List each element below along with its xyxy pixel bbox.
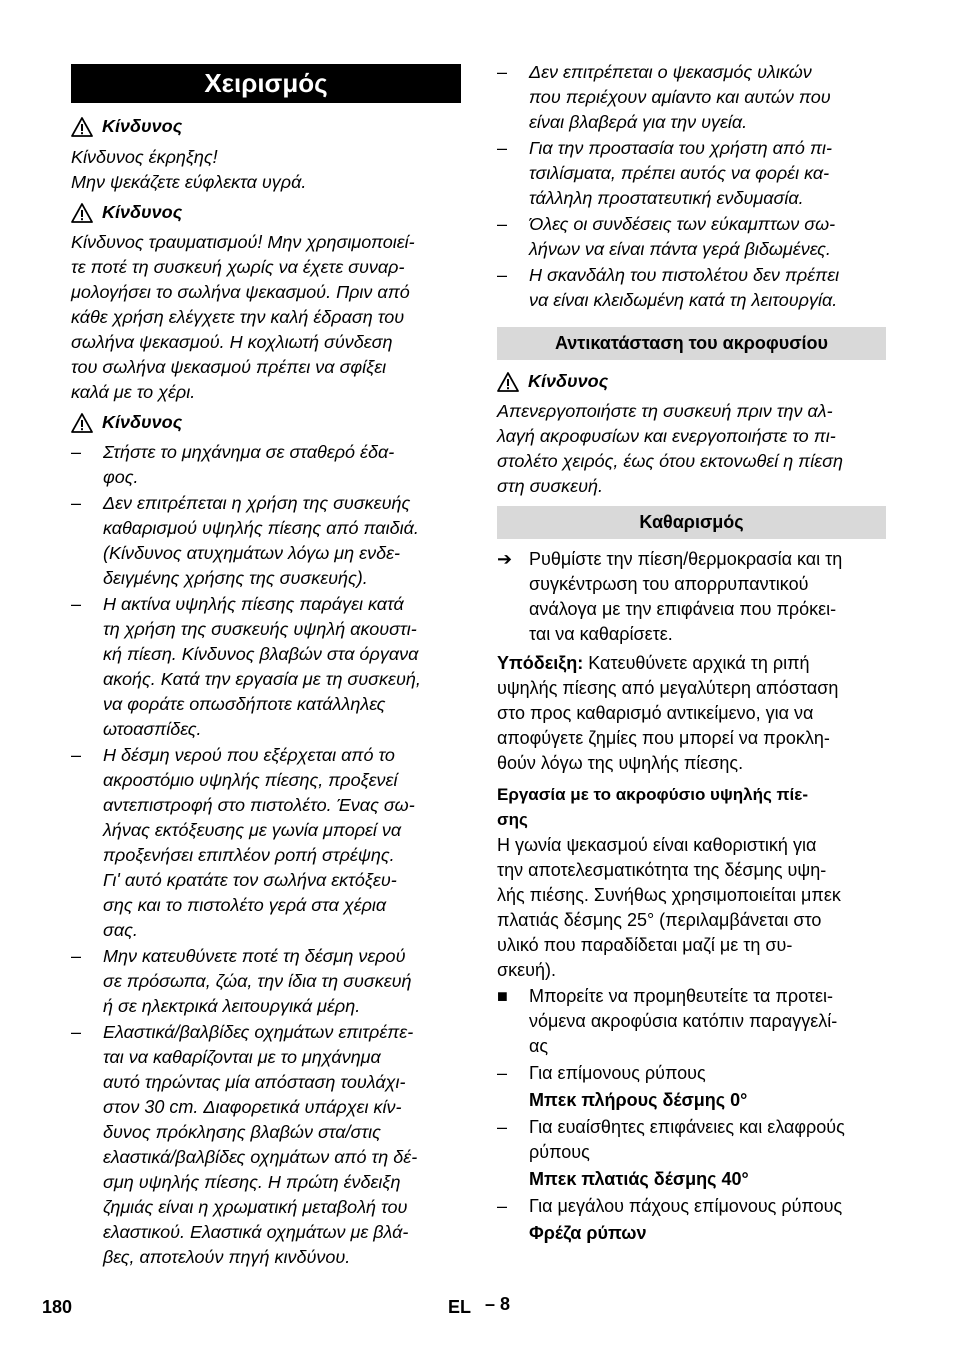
list-item: – Ελαστικά/βαλβίδες οχημάτων επιτρέπε- ται να καθαρίζονται με το μηχάνημα αυτό τηρώντας μία απόσταση τουλάχι- στον 30 cm. Διαφορετικά υπάρχει κίν- δυνος πρόκλησης βλαβών στα/στις ελαστικά/βαλβίδες οχημάτων από τη δέ- σμη υψηλής πίεσης. Η πρώτη ένδειξη ζημιάς είναι η χρωματική μεταβολή του ελαστικού. Ελαστικά οχημάτων με βλά- βες, αποτελούν πηγή κινδύνου.	[71, 1020, 461, 1270]
danger-heading	[497, 369, 886, 394]
warning-triangle-icon	[71, 117, 93, 137]
dash-marker: –	[71, 594, 82, 614]
danger-label: Κίνδυνος	[102, 202, 183, 222]
dash-marker: –	[497, 1117, 508, 1137]
danger-label: Κίνδυνος	[102, 116, 183, 136]
danger-text: Μην ψεκάζετε εύφλεκτα υγρά.	[71, 172, 307, 192]
subsection-title: Αντικατάσταση του ακροφυσίου	[497, 327, 886, 360]
danger-label: Κίνδυνος	[528, 371, 609, 391]
danger-text: Απενεργοποιήστε τη συσκευή πριν την αλ- λαγή ακροφυσίων και ενεργοποιήστε το πι- στολέτο χειρός, έως ότου εκτονωθεί η πίεση στη συσκευή.	[497, 401, 843, 496]
note-text: Κατευθύνετε αρχικά τη ριπή υψηλής πίεσης από μεγαλύτερη απόσταση στο προς καθαρισμό αντικείμενο, για να αποφύγετε ζημίες που μπορεί να προκλη- θούν λόγω της υψηλής πίεσης.	[497, 653, 839, 773]
nozzle-item	[497, 1115, 886, 1192]
dash-marker: –	[497, 265, 508, 285]
left-column	[71, 60, 461, 1270]
list-item: – Μην κατευθύνετε ποτέ τη δέσμη νερού σε πρόσωπα, ζώα, την ίδια τη συσκευή ή σε ηλεκτρικά λειτουργικά μέρη.	[71, 944, 461, 1019]
dash-marker: –	[497, 1063, 508, 1083]
danger-heading	[71, 200, 461, 225]
list-item: – Όλες οι συνδέσεις των εύκαμπτων σω- λήνων να είναι πάντα γερά βιδωμένες.	[497, 212, 886, 262]
warning-triangle-icon	[71, 203, 93, 223]
dash-marker: –	[71, 493, 82, 513]
dash-marker: –	[71, 946, 82, 966]
danger-text: Κίνδυνος έκρηξης!	[71, 147, 218, 167]
note-paragraph	[497, 651, 886, 776]
dash-marker: –	[497, 1196, 508, 1216]
warning-triangle-icon	[71, 413, 93, 433]
list-item: – Για την προστασία του χρήστη από πι- τσιλίσματα, πρέπει αυτός να φορέι κα- τάλληλη προστατευτική ενδυμασία.	[497, 136, 886, 211]
dash-marker: –	[497, 214, 508, 234]
subsection-heading: Εργασία με το ακροφύσιο υψηλής πίε- σης	[497, 785, 809, 829]
body-paragraph: Η γωνία ψεκασμού είναι καθοριστική για την αποτελεσματικότητα της δέσμης υψη- λής πιέσης. Συνήθως χρησιμοποιείται μπεκ πλατιάς δέσμης 25° (περιλαμβάνεται στο υλικό που παραδίδεται μαζί με τη συ- σκευή).	[497, 835, 841, 980]
list-item: – Η σκανδάλη του πιστολέτου δεν πρέπει να είναι κλειδωμένη κατά τη λειτουργία.	[497, 263, 886, 313]
nozzle-use: Για μεγάλου πάχους επίμονους ρύπους	[529, 1196, 843, 1216]
nozzle-name: Μπεκ πλήρους δέσμης 0°	[529, 1090, 748, 1110]
subsection-title: Καθαρισμός	[497, 506, 886, 539]
arrow-right-icon: ➔	[497, 549, 513, 569]
dash-marker: –	[497, 62, 508, 82]
right-column	[497, 60, 886, 1246]
list-item: – Δεν επιτρέπεται ο ψεκασμός υλικών που περιέχουν αμίαντο και αυτών που είναι βλαβερά για την υγεία.	[497, 60, 886, 135]
dash-marker: –	[71, 745, 82, 765]
nozzle-use: Για επίμονους ρύπους	[529, 1063, 706, 1083]
bullet-item: ■ Μπορείτε να προμηθευτείτε τα προτει- νόμενα ακροφύσια κατόπιν παραγγελί- ας	[497, 984, 886, 1059]
nozzle-use: Για ευαίσθητες επιφάνειες και ελαφρούς ρύπους	[529, 1117, 845, 1162]
nozzle-name: Μπεκ πλατιάς δέσμης 40°	[529, 1169, 749, 1189]
list-item: – Δεν επιτρέπεται η χρήση της συσκευής καθαρισμού υψηλής πίεσης από παιδιά. (Κίνδυνος ατυχημάτων λόγω μη ενδε- δειγμένης χρήσης της συσκευής).	[71, 491, 461, 591]
list-item: – Η ακτίνα υψηλής πίεσης παράγει κατά τη χρήση της συσκευής υψηλή ακουστι- κή πίεση. Κίνδυνος βλαβών στα όργανα ακοής. Κατά την εργασία με τη συσκευή, να φοράτε οπωσδήποτε κατάλληλες ωτοασπίδες.	[71, 592, 461, 742]
note-label: Υπόδειξη:	[497, 653, 584, 673]
dash-marker: –	[497, 138, 508, 158]
danger-heading	[71, 114, 461, 139]
square-bullet-icon: ■	[497, 986, 508, 1006]
nozzle-name: Φρέζα ρύπων	[529, 1223, 647, 1243]
page-number: 180	[42, 1297, 73, 1317]
dash-marker: –	[71, 1022, 82, 1042]
danger-label: Κίνδυνος	[102, 412, 183, 432]
instruction-item: ➔ Ρυθμίστε την πίεση/θερμοκρασία και τη συγκέντρωση του απορρυπαντικού ανάλογα με την επιφάνεια που πρόκει- ται να καθαρίσετε.	[497, 547, 886, 647]
list-item: – Στήστε το μηχάνημα σε σταθερό έδα- φος.	[71, 440, 461, 490]
list-item: – Η δέσμη νερού που εξέρχεται από το ακροστόμιο υψηλής πίεσης, προξενεί αντεπιστροφή στο πιστολέτο. Ένας σω- λήνας εκτόξευσης με γωνία μπορεί να προξενήσει επιπλέον ροπή στρέψης. Γι' αυτό κρατάτε τον σωλήνα εκτόξευ- σης και το πιστολέτο γερά στα χέρια σας.	[71, 743, 461, 943]
language-code: EL	[448, 1297, 472, 1317]
nozzle-item	[497, 1061, 886, 1113]
danger-heading	[71, 410, 461, 435]
nozzle-item	[497, 1194, 886, 1246]
section-title: Χειρισμός	[71, 64, 461, 103]
dash-marker: –	[71, 442, 82, 462]
warning-triangle-icon	[497, 372, 519, 392]
danger-text: Κίνδυνος τραυματισμού! Μην χρησιμοποιεί- τε ποτέ τη συσκευή χωρίς να έχετε συναρ- μολογήσει το σωλήνα ψεκασμού. Πριν από κάθε χρήση ελέγχετε την καλή έδραση του σωλήνα ψεκασμού. Η κοχλιωτή σύνδεση του σωλήνα ψεκασμού πρέπει να σφίξει καλά με το χέρι.	[71, 232, 415, 402]
page-of-indicator: – 8	[485, 1294, 511, 1314]
